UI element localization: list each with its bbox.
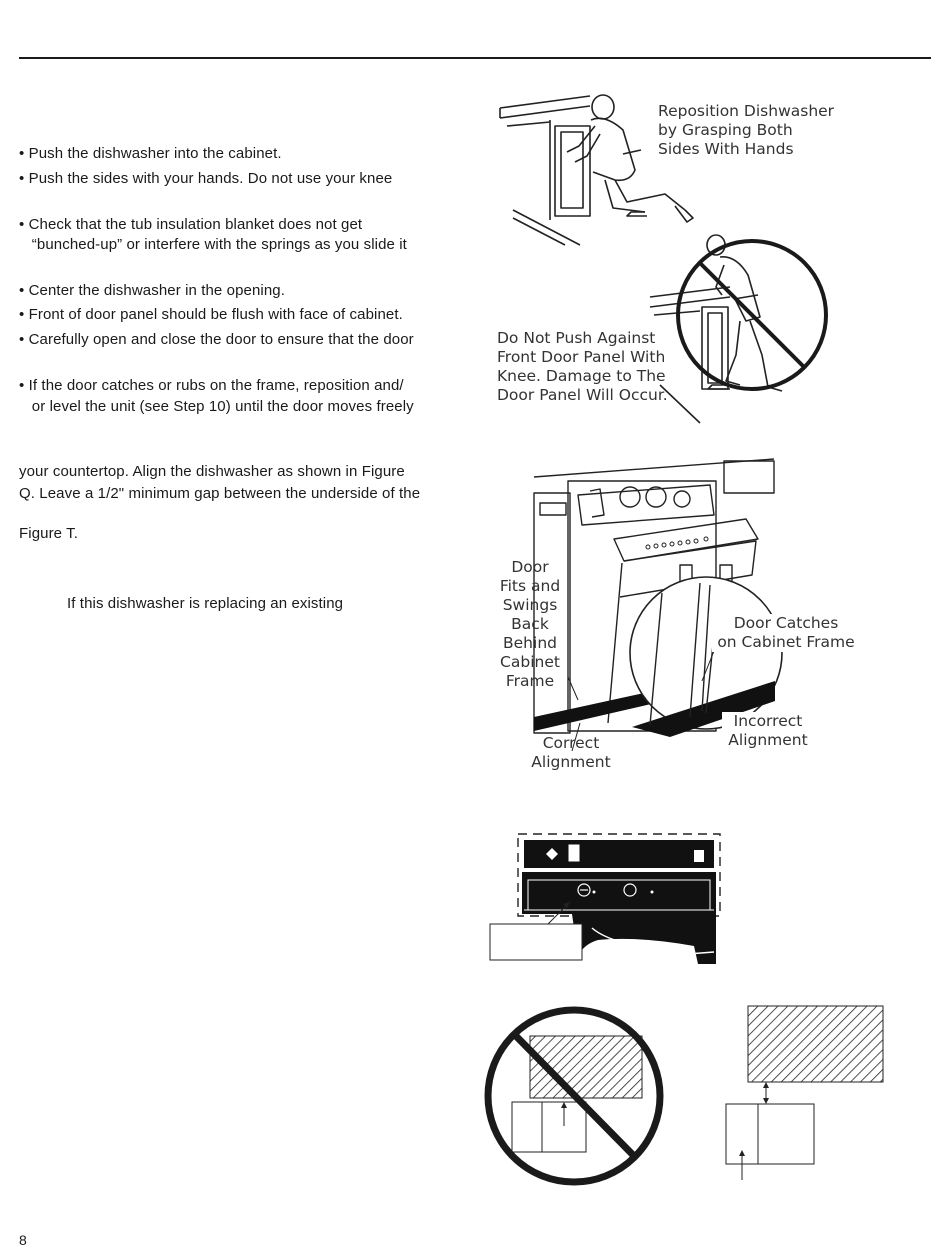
label-line: on Cabinet Frame bbox=[717, 633, 855, 651]
instruction-line: If this dishwasher is replacing an existing bbox=[67, 595, 344, 612]
instruction-line: • If the door catches or rubs on the frame, reposition and/ bbox=[19, 377, 404, 394]
door-fits-label bbox=[495, 558, 565, 691]
caption-line: Front Door Panel With bbox=[497, 348, 666, 366]
label-line: Swings bbox=[502, 596, 558, 614]
reposition-caption bbox=[658, 102, 834, 159]
label-line: Behind bbox=[503, 634, 557, 652]
label-line: Incorrect bbox=[733, 712, 803, 730]
label-line: Cabinet bbox=[500, 653, 560, 671]
correct-gap-diagram bbox=[722, 1002, 892, 1182]
instruction-line: • Push the sides with your hands. Do not use your knee bbox=[19, 170, 393, 187]
instruction-line: or level the unit (see Step 10) until the door moves freely bbox=[19, 398, 414, 415]
control-panel-illustration bbox=[488, 828, 728, 968]
instruction-line: Figure T. bbox=[19, 525, 78, 542]
incorrect-alignment-label bbox=[722, 712, 814, 750]
instruction-line: • Front of door panel should be flush with face of cabinet. bbox=[19, 306, 403, 323]
label-line: Frame bbox=[505, 672, 555, 690]
label-line: Alignment bbox=[728, 731, 808, 749]
header-rule bbox=[19, 57, 931, 59]
caption-line: by Grasping Both bbox=[658, 121, 793, 139]
instruction-line: “bunched-up” or interfere with the springs as you slide it bbox=[19, 236, 407, 253]
label-line: Fits and bbox=[499, 577, 561, 595]
caption-line: Door Panel Will Occur. bbox=[497, 386, 668, 404]
label-line: Correct bbox=[542, 734, 600, 752]
label-line: Back bbox=[511, 615, 549, 633]
correct-alignment-label bbox=[526, 734, 616, 772]
door-catches-label bbox=[712, 614, 860, 652]
caption-line: Reposition Dishwasher bbox=[658, 102, 835, 120]
label-line: Alignment bbox=[531, 753, 611, 771]
caption-line: Sides With Hands bbox=[658, 140, 794, 158]
caption-line: Do Not Push Against bbox=[497, 329, 656, 347]
instruction-line: your countertop. Align the dishwasher as shown in Figure bbox=[19, 463, 405, 480]
instruction-line: • Check that the tub insulation blanket does not get bbox=[19, 216, 363, 233]
instruction-line: • Push the dishwasher into the cabinet. bbox=[19, 145, 282, 162]
label-line: Door bbox=[511, 558, 549, 576]
instruction-line: • Center the dishwasher in the opening. bbox=[19, 282, 285, 299]
instruction-line: Q. Leave a 1/2" minimum gap between the underside of the bbox=[19, 485, 421, 502]
page-number: 8 bbox=[19, 1232, 27, 1248]
prohibited-gap-diagram bbox=[484, 998, 664, 1194]
no-knee-illustration bbox=[640, 225, 840, 425]
no-knee-caption bbox=[497, 329, 668, 405]
instruction-line: • Carefully open and close the door to ensure that the door bbox=[19, 331, 414, 348]
label-line: Door Catches bbox=[733, 614, 839, 632]
caption-line: Knee. Damage to The bbox=[497, 367, 666, 385]
